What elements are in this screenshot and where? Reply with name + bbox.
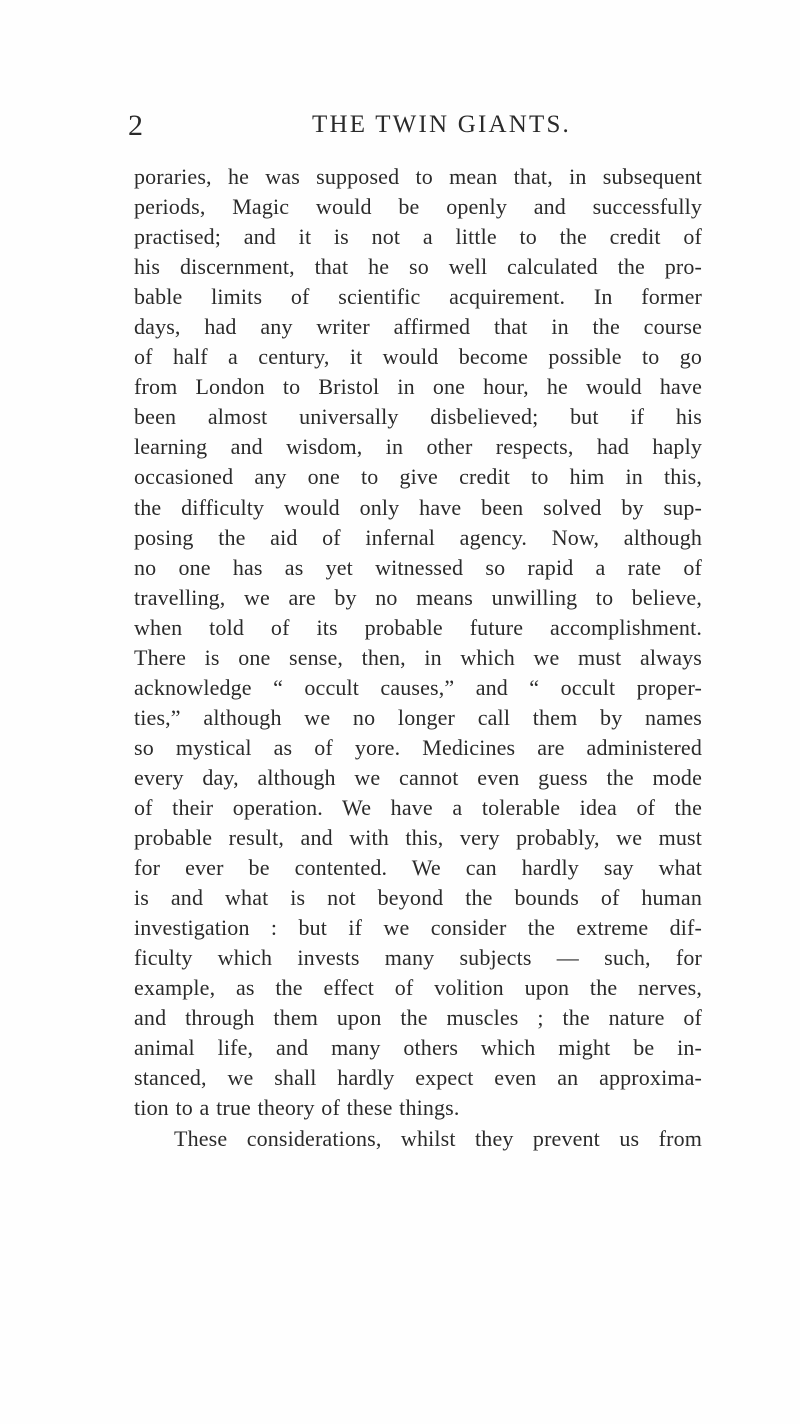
text-line: periods, Magic would be openly and successfully [134, 194, 702, 220]
text-line: investigation : but if we consider the extreme dif- [134, 915, 702, 941]
text-line: no one has as yet witnessed so rapid a rate of [134, 554, 702, 580]
text-line: travelling, we are by no means unwilling to believe, [134, 584, 702, 610]
text-line: been almost universally disbelieved; but if his [134, 404, 702, 430]
text-line: when told of its probable future accomplishment. [134, 614, 702, 640]
text-line: example, as the effect of volition upon the nerves, [134, 975, 702, 1001]
page-number: 2 [128, 109, 144, 142]
text-line: is and what is not beyond the bounds of human [134, 885, 702, 911]
paragraph-end-line: tion to a true theory of these things. [134, 1095, 460, 1121]
text-line: every day, although we cannot even guess the mode [134, 764, 702, 790]
text-line: the difficulty would only have been solved by sup- [134, 494, 702, 520]
text-line: of their operation. We have a tolerable idea of the [134, 794, 702, 820]
text-line: for ever be contented. We can hardly say what [134, 855, 702, 881]
text-line: ficulty which invests many subjects — such, for [134, 945, 702, 971]
running-title: THE TWIN GIANTS. [312, 111, 572, 138]
text-line: of half a century, it would become possible to go [134, 344, 702, 370]
text-line: poraries, he was supposed to mean that, in subsequent [134, 164, 702, 189]
text-line: practised; and it is not a little to the credit of [134, 224, 702, 250]
text-line: There is one sense, then, in which we must always [134, 644, 702, 670]
text-line: animal life, and many others which might be in- [134, 1035, 702, 1061]
running-head [128, 109, 694, 149]
text-line: and through them upon the muscles ; the nature of [134, 1005, 702, 1031]
text-line: posing the aid of infernal agency. Now, although [134, 524, 702, 550]
text-line: occasioned any one to give credit to him in this, [134, 464, 702, 490]
text-line: ties,” although we no longer call them by names [134, 704, 702, 730]
text-line: from London to Bristol in one hour, he would have [134, 374, 702, 400]
text-line: stanced, we shall hardly expect even an approxima- [134, 1065, 702, 1091]
text-line: bable limits of scientific acquirement. In former [134, 284, 702, 310]
text-line: days, had any writer affirmed that in the course [134, 314, 702, 340]
paragraph-start-line: These considerations, whilst they prevent us from [174, 1125, 702, 1151]
text-line: probable result, and with this, very probably, we must [134, 825, 702, 851]
text-line: acknowledge “ occult causes,” and “ occult proper- [134, 674, 702, 700]
text-line: his discernment, that he so well calculated the pro- [134, 254, 702, 280]
text-line: learning and wisdom, in other respects, had haply [134, 434, 702, 460]
body-text [134, 162, 702, 1154]
text-line: so mystical as of yore. Medicines are administered [134, 734, 702, 760]
